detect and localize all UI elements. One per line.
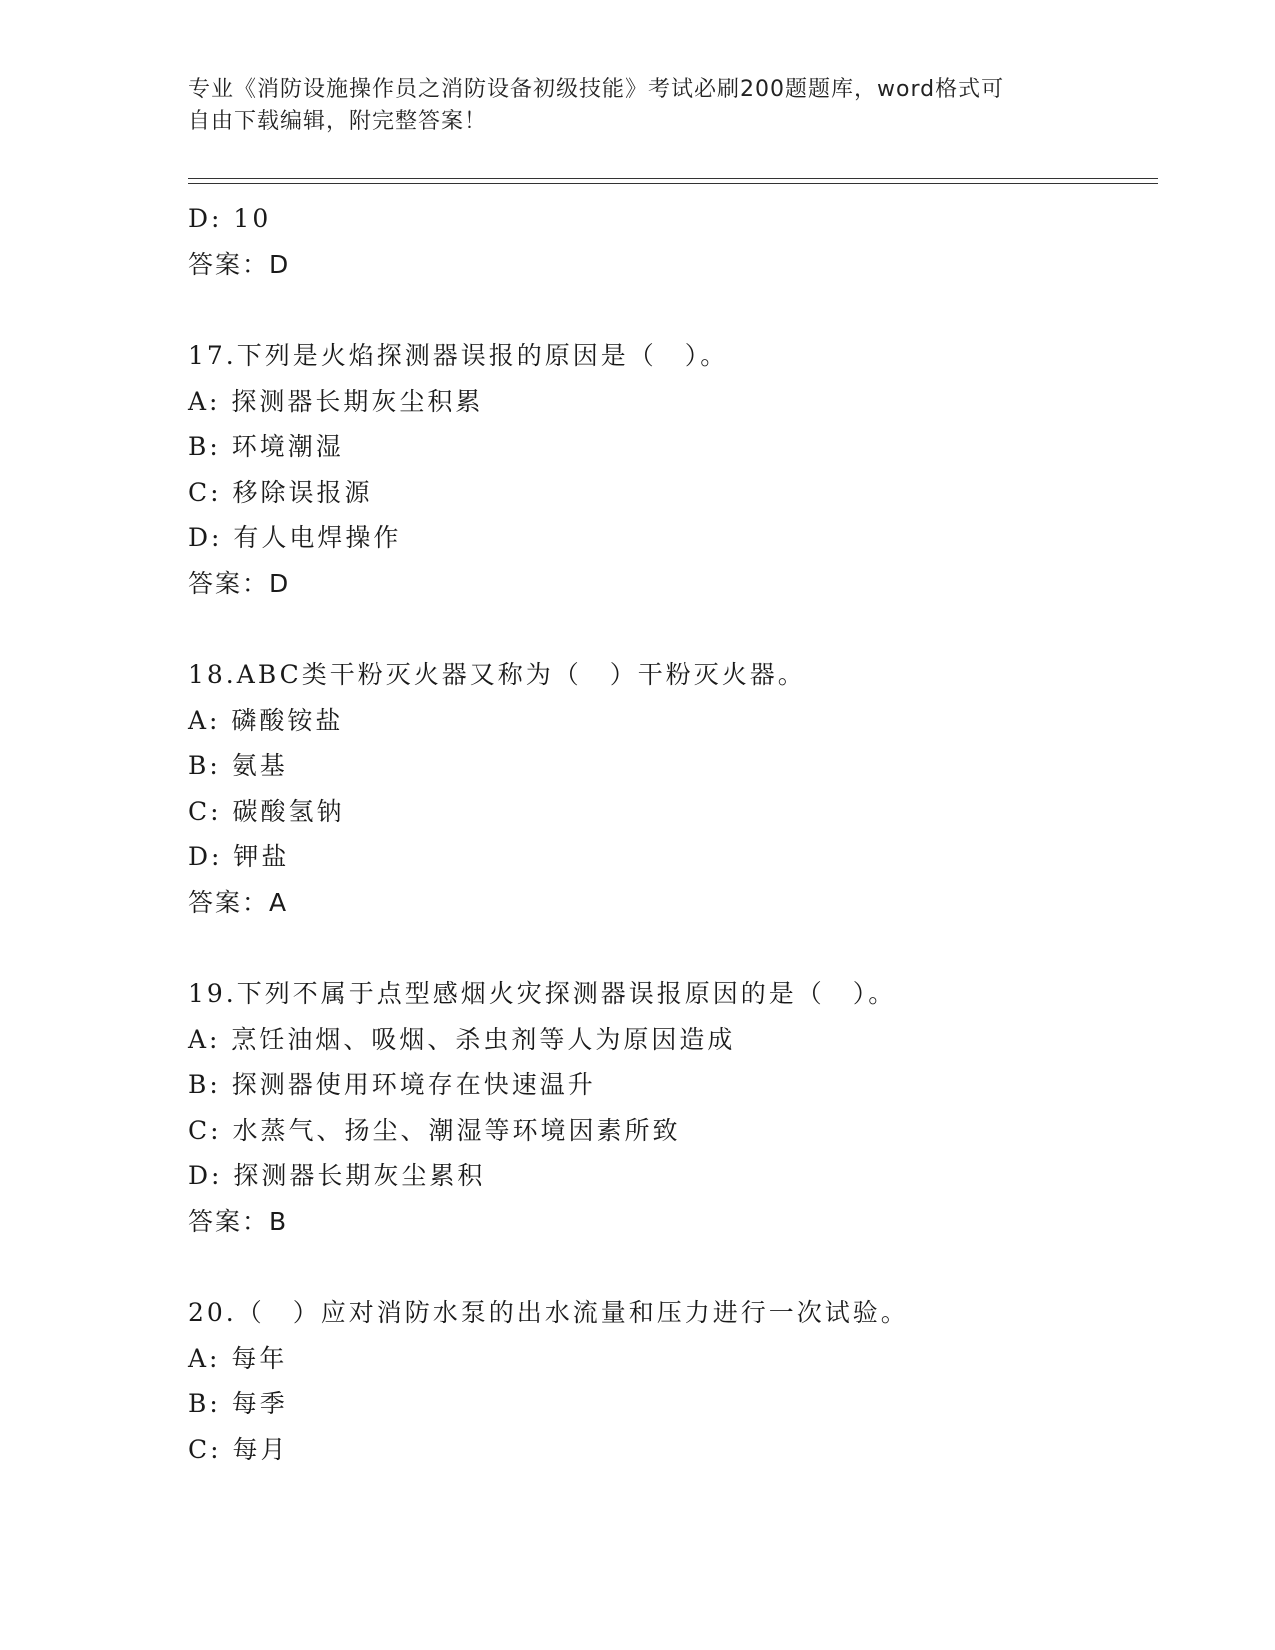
question-stem: 18.ABC类干粉灭火器又称为（ ）干粉灭火器。 xyxy=(188,660,806,689)
header-divider-bottom xyxy=(188,183,1158,184)
option-c: C: 碳酸氢钠 xyxy=(188,796,345,826)
answer: 答案：A xyxy=(188,887,289,917)
question-stem: 20.（ ）应对消防水泵的出水流量和压力进行一次试验。 xyxy=(188,1298,909,1327)
option-b: B: 环境潮湿 xyxy=(188,432,344,461)
answer: 答案：D xyxy=(188,568,291,598)
question-list xyxy=(188,196,1158,1472)
answer: 答案：D xyxy=(188,249,291,279)
option-a: A: 探测器长期灰尘积累 xyxy=(188,386,484,416)
header-line-1: 专业《消防设施操作员之消防设备初级技能》考试必刷200题题库，word格式可 xyxy=(188,77,1005,102)
question-stem: 17.下列是火焰探测器误报的原因是（ ）。 xyxy=(188,341,729,370)
option-d: D: 有人电焊操作 xyxy=(188,523,402,552)
option-d: D: 钾盐 xyxy=(188,842,290,871)
spacer xyxy=(188,287,1158,333)
document-header xyxy=(188,74,1088,138)
option-a: A: 烹饪油烟、吸烟、杀虫剂等人为原因造成 xyxy=(188,1024,736,1054)
spacer xyxy=(188,606,1158,652)
option-b: B: 氨基 xyxy=(188,751,288,780)
spacer xyxy=(188,1244,1158,1290)
option-c: C: 水蒸气、扬尘、潮湿等环境因素所致 xyxy=(188,1115,681,1145)
option-c: C: 移除误报源 xyxy=(188,477,373,507)
option-b: B: 每季 xyxy=(188,1389,288,1418)
option-d: D: 探测器长期灰尘累积 xyxy=(188,1161,486,1190)
header-divider-top xyxy=(188,178,1158,179)
spacer xyxy=(188,925,1158,971)
option-d: D: 10 xyxy=(188,204,272,233)
question-stem: 19.下列不属于点型感烟火灾探测器误报原因的是（ ）。 xyxy=(188,979,897,1008)
option-b: B: 探测器使用环境存在快速温升 xyxy=(188,1070,596,1099)
option-a: A: 每年 xyxy=(188,1343,288,1373)
option-c: C: 每月 xyxy=(188,1434,289,1464)
answer: 答案：B xyxy=(188,1206,289,1236)
header-line-2: 自由下载编辑，附完整答案！ xyxy=(188,109,488,134)
option-a: A: 磷酸铵盐 xyxy=(188,705,344,735)
